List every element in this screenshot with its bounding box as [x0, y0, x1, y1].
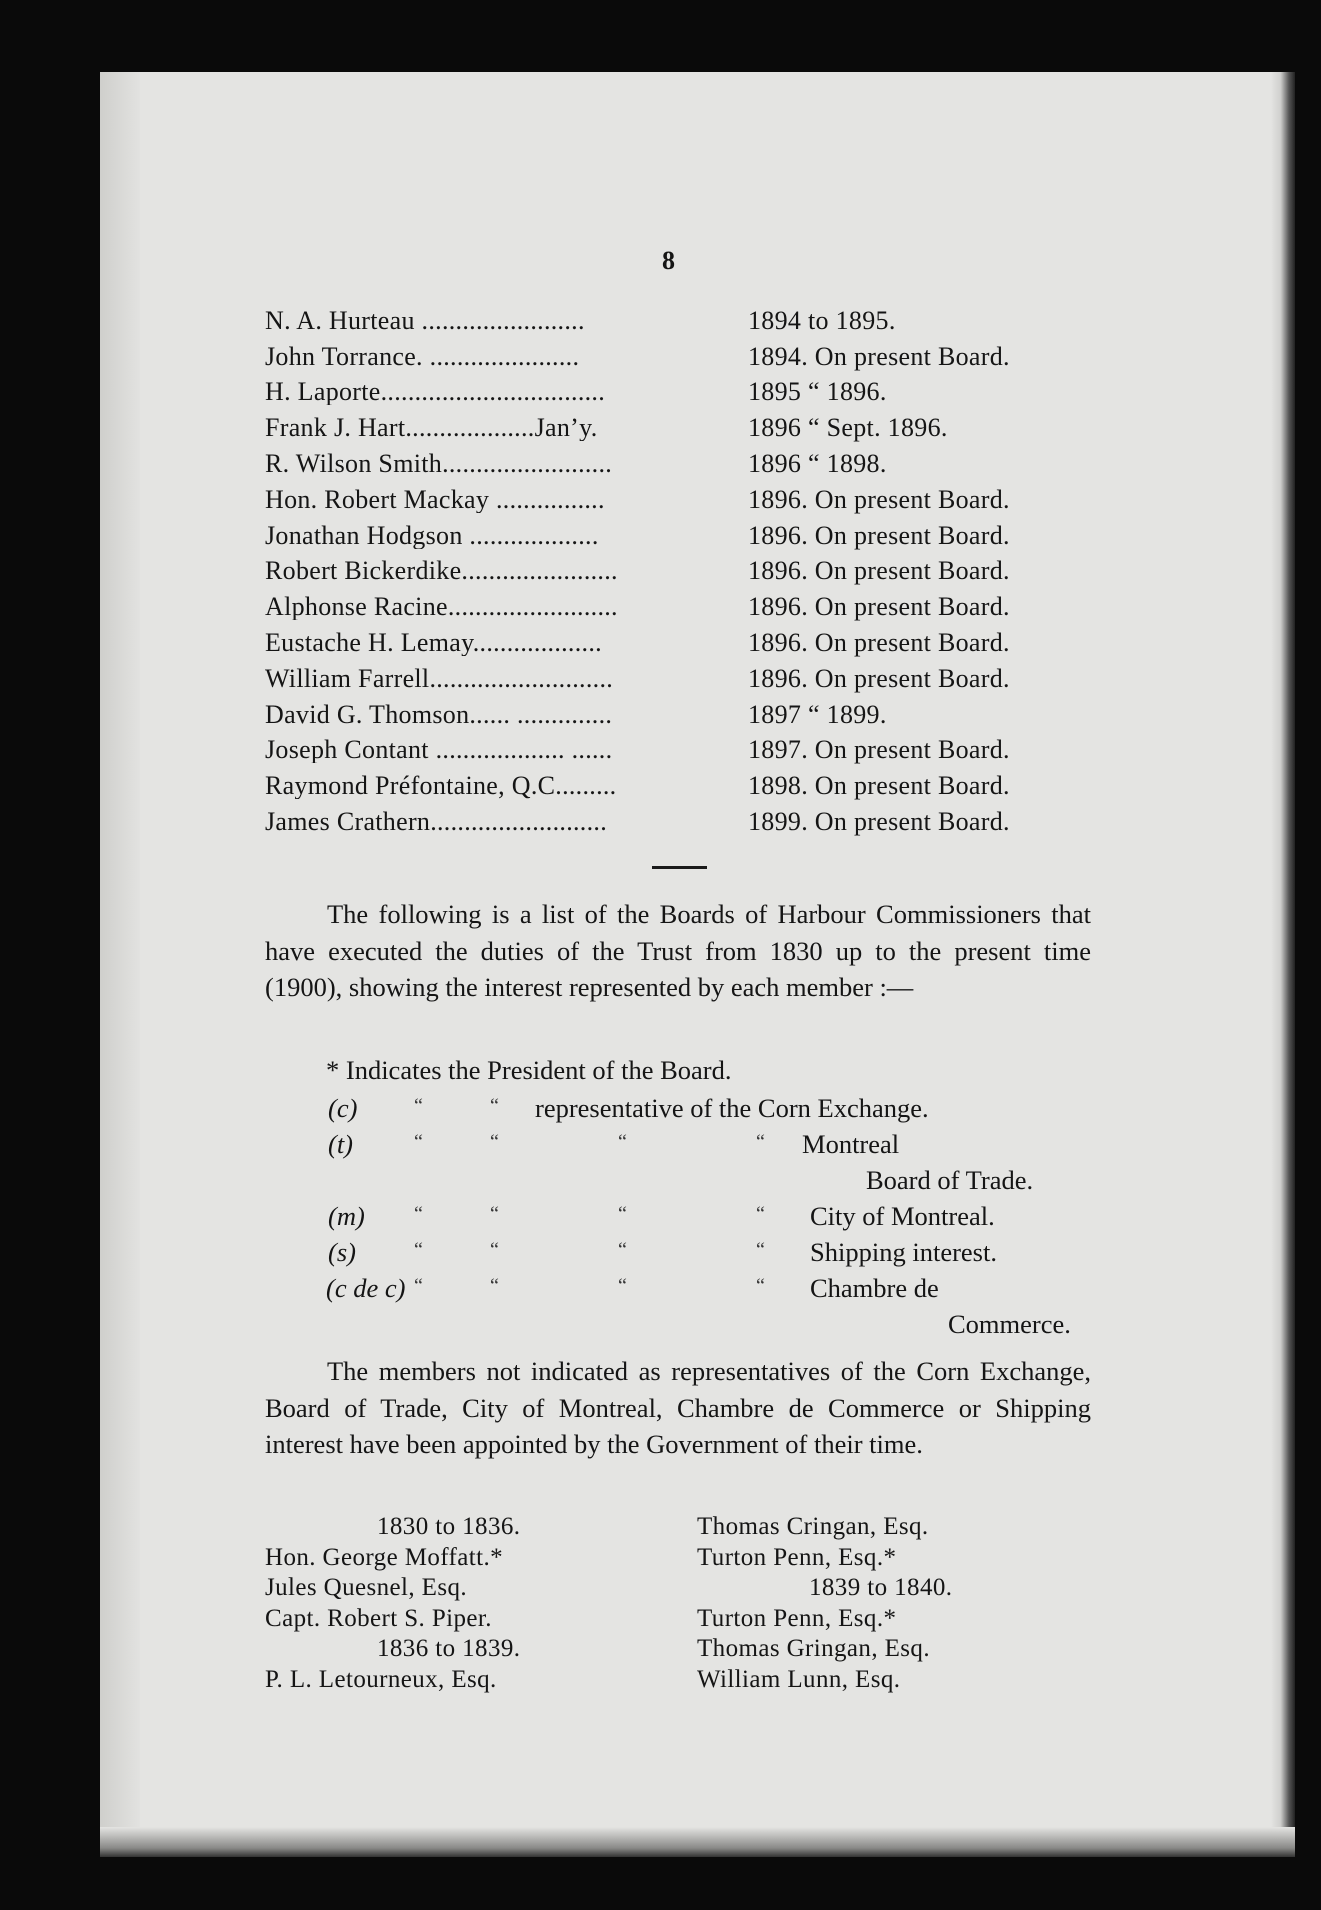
legend-code: (t) [328, 1129, 354, 1159]
ditto-mark: “ [490, 1275, 499, 1297]
member-term: 1896. On present Board. [748, 627, 1010, 657]
boards-right-column [697, 1512, 952, 1695]
board-member: Turton Penn, Esq.* [697, 1543, 897, 1571]
member-name: R. Wilson Smith......................... [265, 450, 613, 477]
board-period-heading: 1839 to 1840. [809, 1574, 953, 1601]
legend-chambre-cont [0, 1309, 1100, 1345]
member-term: 1897 “ 1899. [748, 699, 887, 729]
member-name: James Crathern.......................... [265, 808, 608, 835]
member-term: 1894 to 1895. [748, 305, 896, 335]
intro-paragraph: The following is a list of the Boards of Harbour Commissioners that have executed the duties of the Trust from 1830 up to the present time (1900), showing the interest represented by each member :— [265, 899, 1091, 1002]
member-row [265, 728, 1095, 764]
member-row [265, 513, 1095, 549]
legend-board-of-trade-cont [0, 1165, 1100, 1201]
member-name: Jonathan Hodgson ................... [265, 522, 599, 549]
member-name: Joseph Contant ................... ...... [265, 737, 613, 764]
ditto-mark: “ [618, 1275, 627, 1297]
legend-shipping [0, 1237, 1100, 1273]
member-name: William Farrell........................... [265, 665, 614, 692]
member-term: 1896. On present Board. [748, 556, 1010, 586]
member-row [265, 298, 1095, 334]
board-member: Turton Penn, Esq.* [697, 1604, 897, 1632]
ditto-mark: “ [490, 1239, 499, 1261]
member-name: Eustache H. Lemay................... [265, 629, 602, 656]
member-term: 1896 “ 1898. [748, 448, 887, 478]
page-number: 8 [662, 246, 675, 275]
ditto-mark: “ [756, 1131, 765, 1153]
members-paragraph: The members not indicated as representatives of the Corn Exchange, Board of Trade, City of Montreal, Chambre de Commerce or Shipping interest have been appointed by the Government of their time. [265, 1356, 1091, 1459]
legend-corn-exchange [0, 1093, 1100, 1129]
board-period-heading: 1836 to 1839. [377, 1635, 521, 1662]
member-row [265, 656, 1095, 692]
ditto-mark: “ [490, 1095, 499, 1117]
page-right-edge [1271, 72, 1295, 1857]
legend-text: representative of the Corn Exchange. [535, 1093, 929, 1123]
ditto-mark: “ [618, 1131, 627, 1153]
member-term: 1898. On present Board. [748, 771, 1010, 801]
legend-city [0, 1201, 1100, 1237]
board-member: Thomas Gringan, Esq. [697, 1635, 930, 1662]
legend-president: * Indicates the President of the Board. [326, 1055, 732, 1085]
ditto-mark: “ [490, 1131, 499, 1153]
board-period-heading: 1830 to 1836. [377, 1513, 521, 1540]
member-term: 1896. On present Board. [748, 663, 1010, 693]
ditto-mark: “ [414, 1239, 423, 1261]
member-name: Raymond Préfontaine, Q.C......... [265, 773, 617, 800]
member-name: N. A. Hurteau ........................ [265, 307, 585, 334]
legend-text: City of Montreal. [810, 1201, 995, 1231]
member-row [265, 477, 1095, 513]
board-member: P. L. Letourneux, Esq. [265, 1665, 497, 1693]
board-member: Hon. George Moffatt.* [265, 1543, 503, 1571]
legend-text: Montreal [802, 1129, 900, 1159]
legend-code: (c) [328, 1093, 358, 1123]
member-name: David G. Thomson...... .............. [265, 701, 613, 728]
legend-text: Shipping interest. [810, 1237, 997, 1267]
member-row [265, 370, 1095, 406]
legend-board-of-trade [0, 1129, 1100, 1165]
member-name: Frank J. Hart...................Jan’y. [265, 415, 598, 442]
ditto-mark: “ [414, 1275, 423, 1297]
ditto-mark: “ [414, 1203, 423, 1225]
member-row [265, 692, 1095, 728]
member-row [265, 405, 1095, 441]
ditto-mark: “ [756, 1203, 765, 1225]
member-term: 1899. On present Board. [748, 806, 1010, 836]
ditto-mark: “ [414, 1131, 423, 1153]
member-term: 1896. On present Board. [748, 520, 1010, 550]
member-row [265, 799, 1095, 835]
page-left-edge [100, 72, 140, 1857]
member-name: Robert Bickerdike....................... [265, 558, 618, 585]
member-name: H. Laporte................................. [265, 379, 606, 406]
board-member: Jules Quesnel, Esq. [265, 1574, 468, 1601]
ditto-mark: “ [756, 1275, 765, 1297]
member-term: 1896 “ Sept. 1896. [748, 413, 948, 443]
board-member: Thomas Cringan, Esq. [697, 1513, 929, 1540]
legend-chambre [0, 1273, 1100, 1309]
member-row [265, 620, 1095, 656]
member-term: 1895 “ 1896. [748, 377, 887, 407]
member-row [265, 584, 1095, 620]
legend-code: (m) [328, 1201, 365, 1231]
member-row [265, 441, 1095, 477]
member-term: 1897. On present Board. [748, 735, 1010, 765]
legend-text: Board of Trade. [866, 1165, 1034, 1195]
legend-text: Commerce. [948, 1309, 1071, 1339]
page-bottom-edge [100, 1827, 1295, 1857]
member-row [265, 334, 1095, 370]
ditto-mark: “ [414, 1095, 423, 1117]
member-name: Hon. Robert Mackay ................ [265, 486, 605, 513]
ditto-mark: “ [618, 1203, 627, 1225]
ditto-mark: “ [490, 1203, 499, 1225]
member-term: 1894. On present Board. [748, 341, 1010, 371]
legend-code: (c de c) [326, 1273, 406, 1303]
board-member: William Lunn, Esq. [697, 1665, 901, 1693]
member-name: John Torrance. ...................... [265, 343, 580, 370]
member-row [265, 549, 1095, 585]
member-term: 1896. On present Board. [748, 592, 1010, 622]
member-row [265, 763, 1095, 799]
members-table [265, 298, 1095, 835]
ditto-mark: “ [756, 1239, 765, 1261]
member-term: 1896. On present Board. [748, 484, 1010, 514]
section-divider [652, 866, 707, 869]
ditto-mark: “ [618, 1239, 627, 1261]
board-member: Capt. Robert S. Piper. [265, 1604, 492, 1632]
member-name: Alphonse Racine......................... [265, 594, 618, 621]
legend-code: (s) [328, 1237, 356, 1267]
legend-text: Chambre de [810, 1273, 939, 1303]
boards-left-column [265, 1512, 520, 1695]
